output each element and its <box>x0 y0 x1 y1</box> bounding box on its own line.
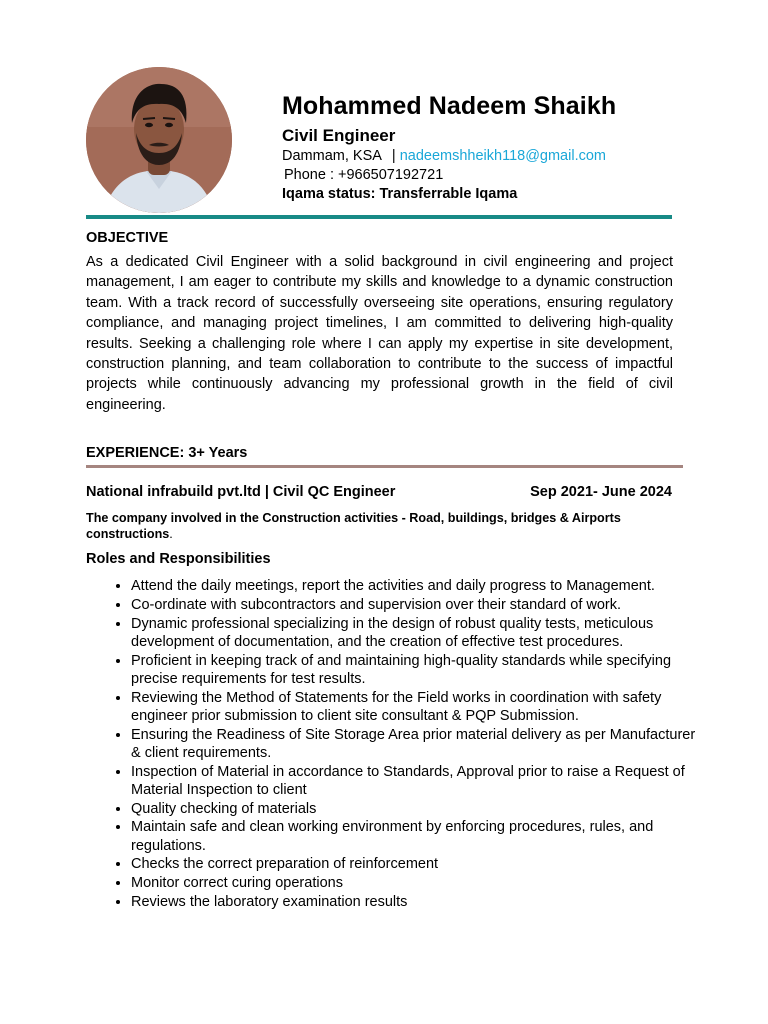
email-link[interactable]: nadeemshheikh118@gmail.com <box>399 148 606 164</box>
company-description-end: . <box>169 526 173 541</box>
list-item: • Dynamic professional specializing in the design of robust quality tests, meticulous development of documentation, and the creation of effective test procedures. <box>131 615 706 651</box>
list-item: • Reviewing the Method of Statements for the Field works in coordination with safety engineer prior submission to client site consultant & PQP Submission. <box>131 689 706 725</box>
company-description-text: The company involved in the Construction activities - Road, buildings, bridges & Airports constructions <box>86 511 621 541</box>
phone-number: Phone : +966507192721 <box>284 167 444 183</box>
profile-photo <box>86 67 232 213</box>
location: Dammam, KSA <box>282 148 382 164</box>
list-item: • Inspection of Material in accordance to Standards, Approval prior to raise a Request of Material Inspection to client <box>131 763 706 799</box>
header-divider <box>86 215 672 219</box>
contact-separator: | <box>391 148 396 164</box>
list-item: • Reviews the laboratory examination results <box>131 893 706 911</box>
candidate-name: Mohammed Nadeem Shaikh <box>282 92 617 120</box>
roles-heading: Roles and Responsibilities <box>86 551 271 567</box>
list-item: • Ensuring the Readiness of Site Storage Area prior material delivery as per Manufacturer & client requirements. <box>131 726 706 762</box>
experience-heading: EXPERIENCE: 3+ Years <box>86 445 248 461</box>
list-item: • Co-ordinate with subcontractors and supervision over their standard of work. <box>131 596 706 614</box>
list-item: • Attend the daily meetings, report the activities and daily progress to Management. <box>131 577 706 595</box>
company-description <box>86 511 676 542</box>
list-item: • Checks the correct preparation of reinforcement <box>131 855 706 873</box>
objective-text: As a dedicated Civil Engineer with a solid background in civil engineering and project management, I am eager to contribute my skills and knowledge to a dynamic construction team. With a track record of successfully overseeing site operations, ensuring regulatory compliance, and managing project timelines, I am committed to delivering high-quality results. Seeking a challenging role where I can apply my expertise in site development, construction planning, and team collaboration to contribute to the success of impactful projects while continuously advancing my professional growth in the field of civil engineering. <box>86 254 673 413</box>
duties-list <box>86 577 706 912</box>
list-item: • Quality checking of materials <box>131 800 706 818</box>
portrait-illustration <box>86 67 232 213</box>
iqama-status: Iqama status: Transferrable Iqama <box>282 186 518 202</box>
experience-divider <box>86 465 683 468</box>
list-item: • Proficient in keeping track of and maintaining high-quality standards while specifying precise requirements for test results. <box>131 652 706 688</box>
job-title: Civil Engineer <box>282 126 396 145</box>
company-and-role: National infrabuild pvt.ltd | Civil QC Engineer <box>86 484 396 500</box>
list-item: • Maintain safe and clean working environment by enforcing procedures, rules, and regulations. <box>131 818 706 854</box>
list-item: • Monitor correct curing operations <box>131 874 706 892</box>
job-dates: Sep 2021- June 2024 <box>530 484 672 500</box>
objective-heading: OBJECTIVE <box>86 230 169 246</box>
contact-line <box>282 148 606 164</box>
job-header <box>86 484 672 500</box>
